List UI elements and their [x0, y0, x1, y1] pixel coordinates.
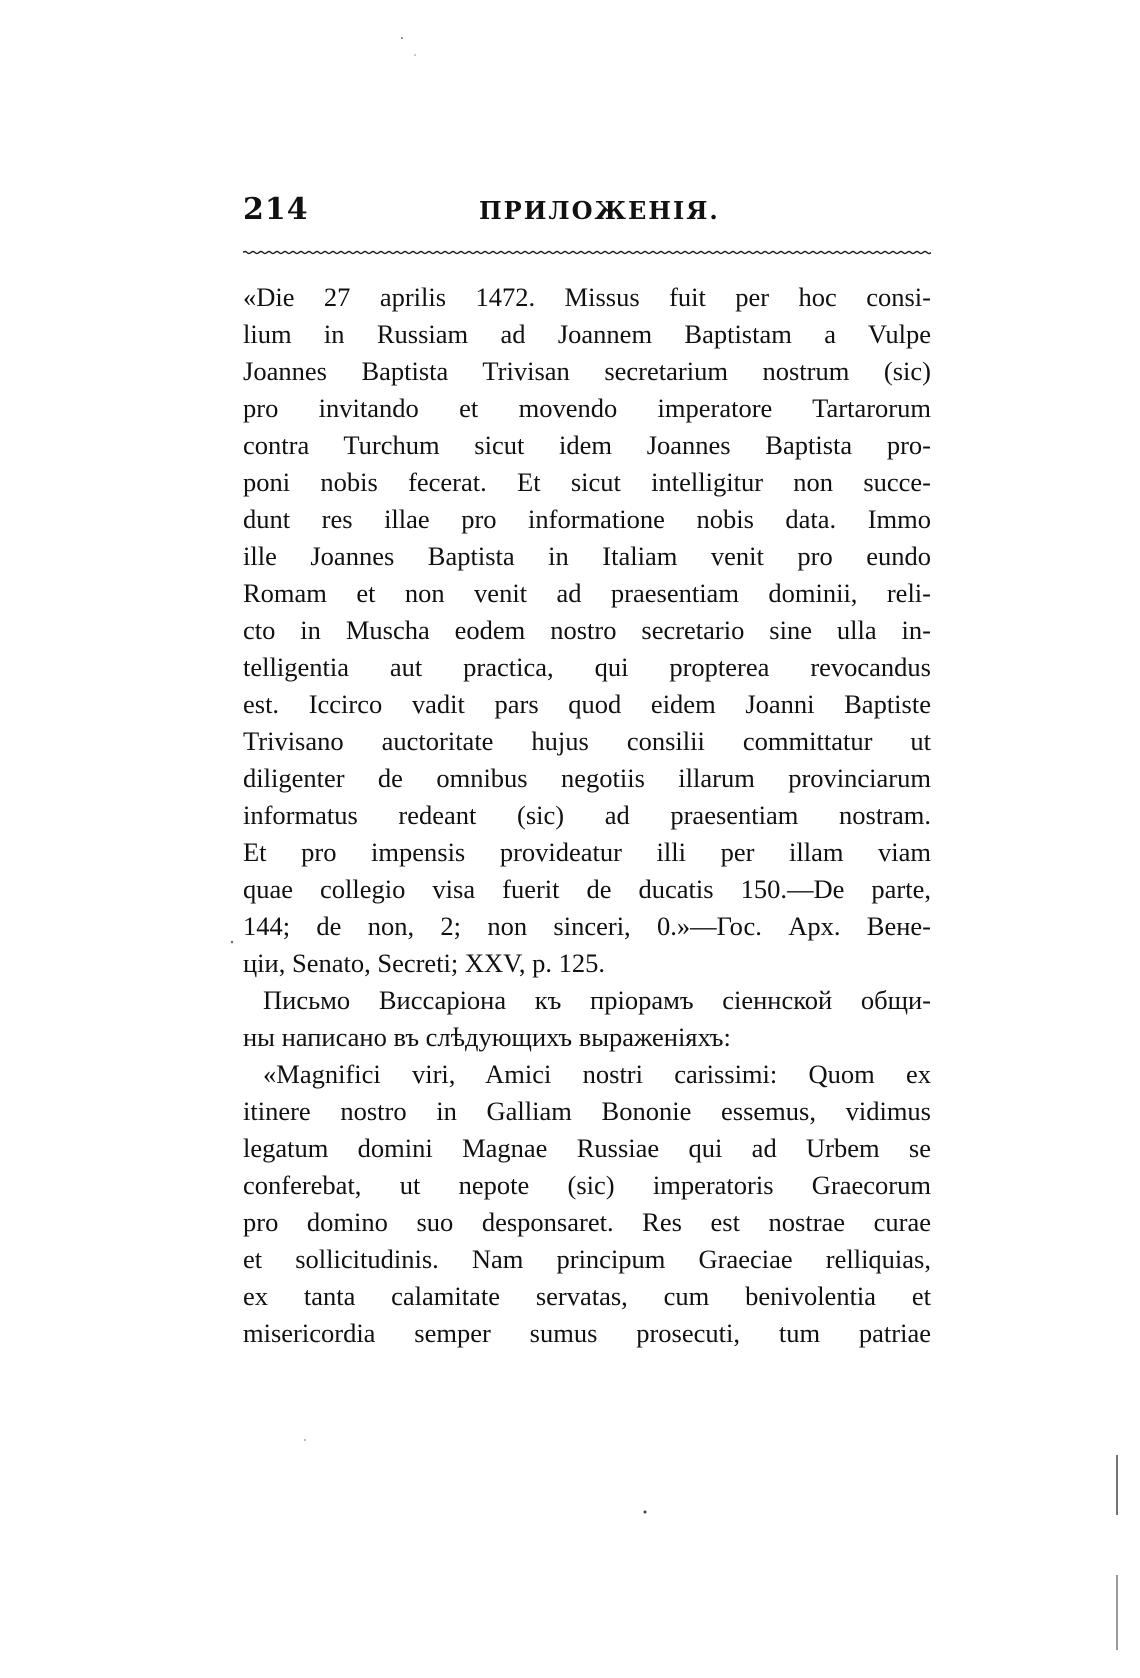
text-line: lium in Russiam ad Joannem Baptistam a Vulpe [243, 319, 931, 349]
text-line: ны написано въ слѣдующихъ выраженіяхъ: [243, 1022, 731, 1052]
text-line: Письмо Виссаріона къ пріорамъ сіеннской общи- [263, 985, 931, 1015]
text-line: est. Iccirco vadit pars quod eidem Joanni Baptiste [243, 689, 931, 719]
text-line: Trivisano auctoritate hujus consilii committatur ut [243, 726, 931, 756]
scan-speck [644, 1511, 647, 1514]
text-line: ex tanta calamitate servatas, cum benivolentia et [243, 1281, 931, 1311]
text-line: Et pro impensis provideatur illi per illam viam [243, 837, 931, 867]
text-line: quae collegio visa fuerit de ducatis 150.—De parte, [243, 874, 931, 904]
scan-speck [401, 37, 403, 39]
text-line: «Die 27 aprilis 1472. Missus fuit per hoc consi- [243, 282, 931, 312]
page-header [243, 192, 931, 232]
text-line: «Magnifici viri, Amici nostri carissimi: Quom ex [263, 1059, 931, 1089]
text-line: contra Turchum sicut idem Joannes Baptista pro- [243, 430, 931, 460]
text-line: misericordia semper sumus prosecuti, tum patriae [243, 1318, 931, 1348]
header-wavy-rule [243, 250, 931, 255]
text-line: et sollicitudinis. Nam principum Graeciae relliquias, [243, 1244, 931, 1274]
text-line: legatum domini Magnae Russiae qui ad Urbem se [243, 1133, 931, 1163]
text-line: pro invitando et movendo imperatore Tartarorum [243, 393, 931, 423]
text-line: ille Joannes Baptista in Italiam venit pro eundo [243, 541, 931, 571]
text-line: diligenter de omnibus negotiis illarum provinciarum [243, 763, 931, 793]
text-line: ціи, Senato, Secreti; XXV, p. 125. [243, 948, 606, 978]
text-line: pro domino suo desponsaret. Res est nostrae curae [243, 1207, 931, 1237]
body-text [243, 279, 931, 1352]
scan-speck [414, 54, 416, 56]
text-line: poni nobis fecerat. Et sicut intelligitur non succe- [243, 467, 931, 497]
running-title: ПРИЛОЖЕНІЯ. [479, 196, 720, 225]
text-line: Romam et non venit ad praesentiam dominii, reli- [243, 578, 931, 608]
text-line: informatus redeant (sic) ad praesentiam nostram. [243, 800, 931, 830]
text-line: 144; de non, 2; non sinceri, 0.»—Гос. Арх. Вене- [243, 911, 931, 941]
text-line: conferebat, ut nepote (sic) imperatoris Graecorum [243, 1170, 931, 1200]
text-line: Joannes Baptista Trivisan secretarium nostrum (sic) [243, 356, 931, 386]
text-line: telligentia aut practica, qui propterea revocandus [243, 652, 931, 682]
text-line: dunt res illae pro informatione nobis data. Immo [243, 504, 931, 534]
page-number: 214 [243, 192, 309, 227]
text-line: itinere nostro in Galliam Bononie essemus, vidimus [243, 1096, 931, 1126]
text-line: cto in Muscha eodem nostro secretario sine ulla in- [243, 615, 931, 645]
scan-speck [231, 941, 233, 943]
scan-speck [304, 1439, 306, 1441]
